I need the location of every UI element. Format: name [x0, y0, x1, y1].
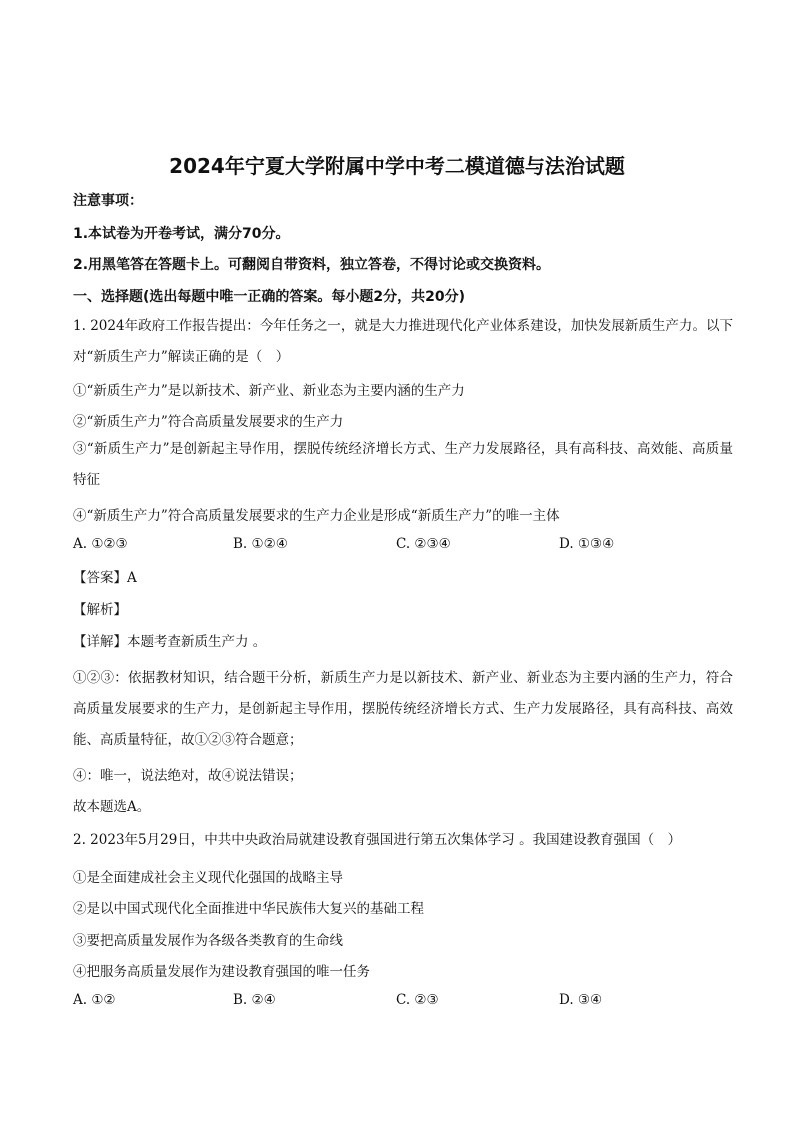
analysis-tag: 【解析】 — [73, 602, 127, 618]
option-c: C. ②③④ — [396, 536, 451, 552]
answer-tag: 【答案】 — [73, 570, 127, 586]
option-a: A. ①②③ — [73, 536, 128, 552]
question-2-stem: 2. 2023年5月29日，中共中央政治局就建设教育强国进行第五次集体学习 。我国建设教育强国（ ） — [73, 832, 682, 848]
page-title: 2024年宁夏大学附属中学中考二模道德与法治试题 — [169, 154, 625, 178]
answer-line — [73, 566, 733, 586]
detail-text: 本题考查新质生产力 。 — [127, 634, 267, 650]
question-2-options — [73, 992, 733, 1012]
option-a: A. ①② — [73, 992, 116, 1008]
question-1-stem: 1. 2024年政府工作报告提出：今年任务之一，就是大力推进现代化产业体系建设，加快发展新质生产力。以下对“新质生产力”解读正确的是（ ） — [73, 318, 733, 365]
notice-item-2: 2.用黑笔答在答题卡上。可翻阅自带资料，独立答卷，不得讨论或交换资料。 — [73, 257, 551, 273]
question-2-statement-4: ④把服务高质量发展作为建设教育强国的唯一任务 — [73, 964, 370, 980]
analysis-conclusion: 故本题选A。 — [73, 799, 151, 815]
analysis-paragraph-2: ④：唯一，说法绝对，故④说法错误； — [73, 768, 303, 784]
analysis-paragraph-1: ①②③：依据教材知识，结合题干分析，新质生产力是以新技术、新产业、新业态为主要内涵的生产力，符合高质量发展要求的生产力，是创新起主导作用，摆脱传统经济增长方式、生产力发展路径，具有高科技、高效能、高质量特征，故①②③符合题意； — [73, 670, 733, 748]
notice-heading: 注意事项： — [73, 193, 143, 209]
option-d: D. ①③④ — [559, 536, 615, 552]
question-1-statement-1: ①“新质生产力”是以新技术、新产业、新业态为主要内涵的生产力 — [73, 383, 465, 399]
detail-line — [73, 630, 733, 650]
question-1-statement-2: ②“新质生产力”符合高质量发展要求的生产力 — [73, 414, 344, 430]
question-2-statement-2: ②是以中国式现代化全面推进中华民族伟大复兴的基础工程 — [73, 901, 424, 917]
option-c: C. ②③ — [396, 992, 439, 1008]
option-b: B. ①②④ — [233, 536, 288, 552]
detail-tag: 【详解】 — [73, 634, 127, 650]
option-b: B. ②④ — [233, 992, 276, 1008]
notice-item-1: 1.本试卷为开卷考试，满分70分。 — [73, 226, 290, 242]
question-1-statement-4: ④“新质生产力”符合高质量发展要求的生产力企业是形成“新质生产力”的唯一主体 — [73, 508, 560, 524]
question-1-statement-3: ③“新质生产力”是创新起主导作用，摆脱传统经济增长方式、生产力发展路径，具有高科技、高效能、高质量特征 — [73, 441, 733, 488]
question-1-options — [73, 536, 733, 556]
question-2-statement-1: ①是全面建成社会主义现代化强国的战略主导 — [73, 870, 343, 886]
question-2-statement-3: ③要把高质量发展作为各级各类教育的生命线 — [73, 933, 343, 949]
section-heading: 一、选择题(选出每题中唯一正确的答案。每小题2分，共20分) — [73, 289, 466, 305]
answer-value: A — [127, 570, 137, 586]
option-d: D. ③④ — [559, 992, 603, 1008]
